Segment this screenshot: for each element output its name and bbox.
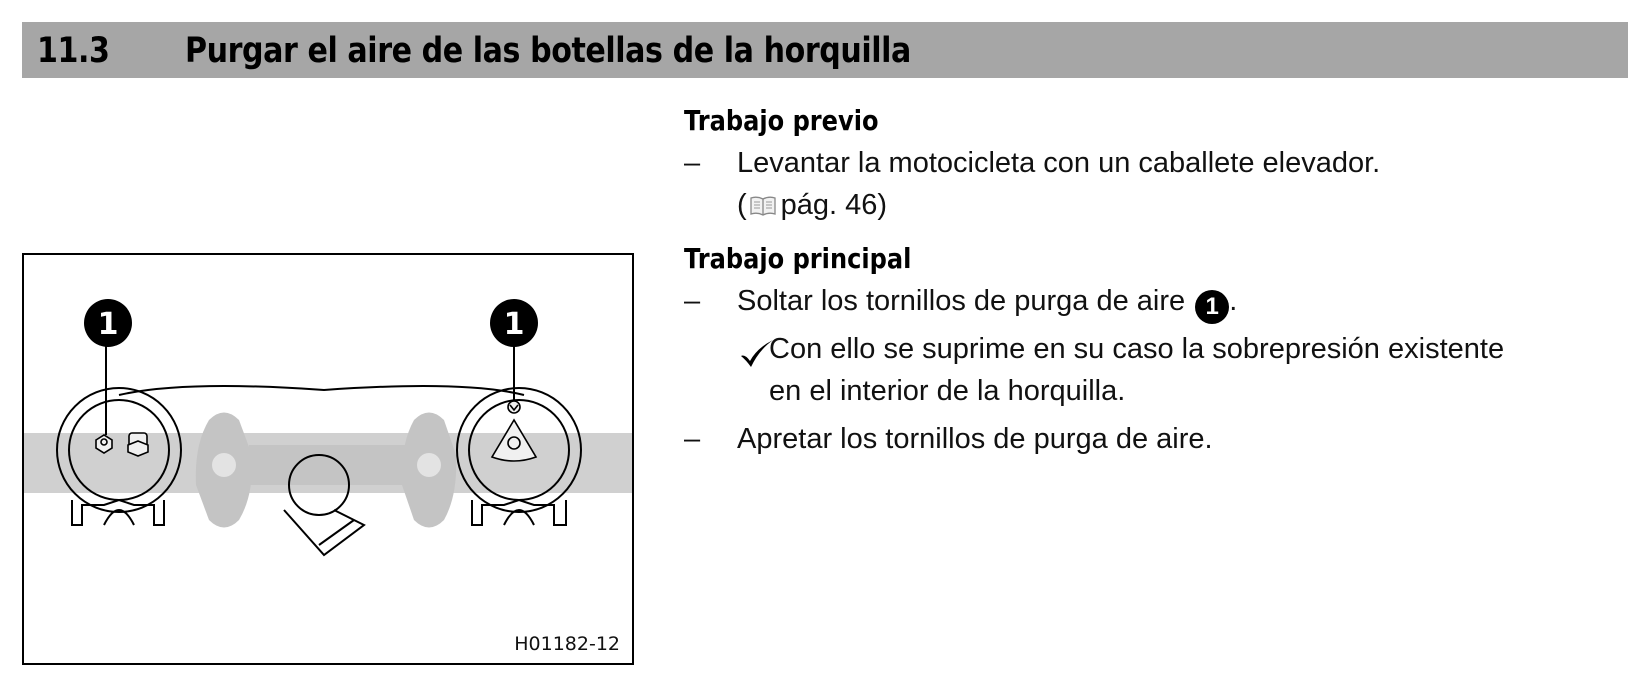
book-icon (749, 195, 777, 217)
page-reference-link[interactable]: pág. 46) (780, 189, 888, 221)
figure-code: H01182-12 (514, 633, 620, 655)
fork-bleed-figure (22, 253, 634, 665)
prior-work-heading: Trabajo previo (684, 104, 879, 137)
bullet-dash: – (684, 147, 701, 179)
callout-1-icon: 1 (1195, 290, 1229, 324)
section-number: 11.3 (37, 31, 110, 71)
step-1-text: Soltar los tornillos de purga de aire (737, 285, 1186, 317)
callout-left-label: 1 (97, 307, 119, 342)
fork-illustration (24, 255, 632, 663)
section-header (22, 22, 1628, 78)
prior-work-step-text: Levantar la motocicleta con un caballete elevador. (737, 147, 1381, 179)
section-title: Purgar el aire de las botellas de la horquilla (185, 31, 911, 71)
right-bleed-screw (492, 401, 536, 461)
main-work-heading: Trabajo principal (684, 242, 912, 275)
step-1-end: . (1229, 285, 1238, 317)
triple-clamp-lugs (196, 413, 456, 528)
callout-right-label: 1 (503, 307, 525, 342)
step-2-text: Apretar los tornillos de purga de aire. (737, 423, 1213, 455)
bullet-dash: – (684, 285, 701, 317)
result-text-line-2: en el interior de la horquilla. (769, 375, 1126, 407)
ref-open-paren: ( (737, 189, 747, 221)
bullet-dash: – (684, 423, 701, 455)
result-text-line-1: Con ello se suprime en su caso la sobrepresión existente (769, 333, 1505, 365)
